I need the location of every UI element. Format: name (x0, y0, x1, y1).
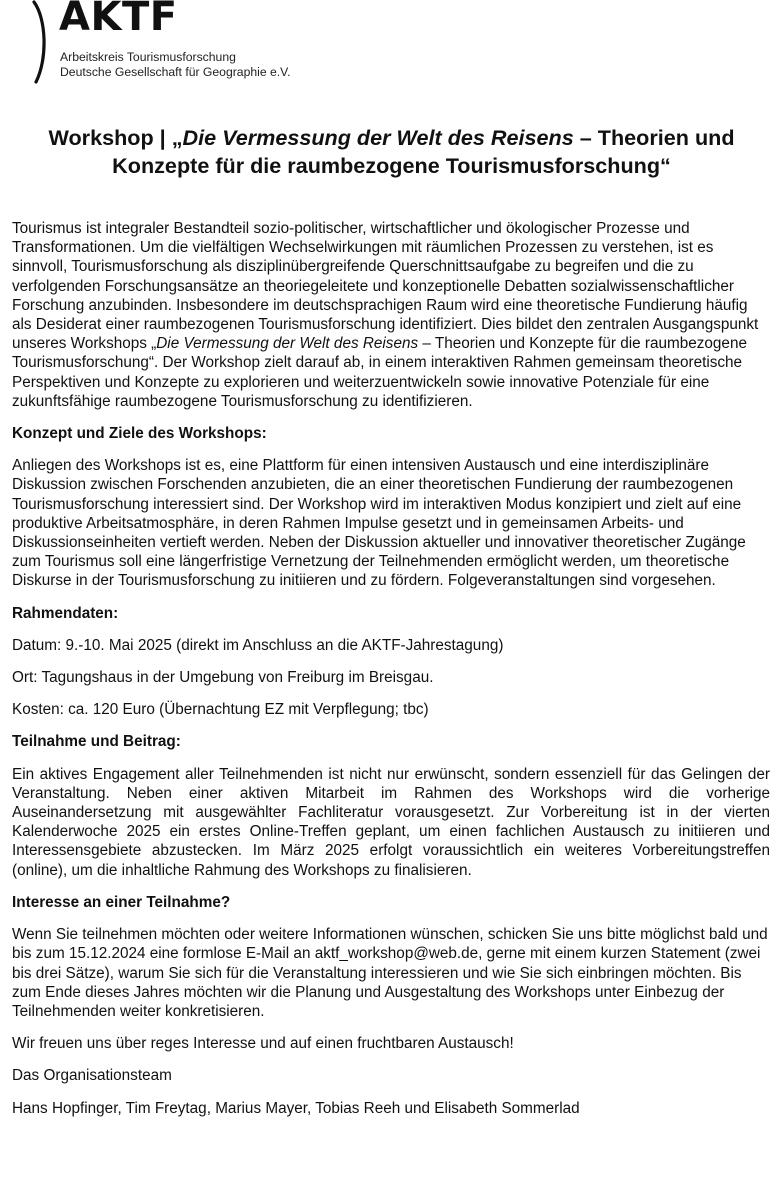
intro-paragraph (12, 219, 770, 411)
title-italic: Die Vermessung der Welt des Reisens (182, 125, 574, 150)
aktf-logo (22, 0, 342, 86)
intro-text-2: – Theorien und Konzepte für die raumbezogene Tourismusforschung“. Der Workshop zielt darauf ab, in einem interaktiven Rahmen gemeinsam theoretische Perspektiven und Konzepte zu explorieren und weiterzuentwickeln sowie innovative Potenziale für eine zukunftsfähige raumbezogene Tourismusforschung zu identifizieren. (12, 335, 747, 410)
logo-subtitle-1: Arbeitskreis Tourismusforschung (60, 50, 236, 64)
arc-logo-icon (22, 0, 52, 86)
framework-date: Datum: 9.-10. Mai 2025 (direkt im Anschluss an die AKTF-Jahrestagung) (12, 636, 504, 654)
page-title (20, 124, 763, 180)
interest-heading: Interesse an einer Teilnahme? (12, 893, 231, 911)
framework-cost: Kosten: ca. 120 Euro (Übernachtung EZ mit Verpflegung; tbc) (12, 701, 429, 719)
title-prefix: Workshop | „ (48, 125, 183, 150)
interest-paragraph: Wenn Sie teilnehmen möchten oder weitere Informationen wünschen, schicken Sie uns bitte möglichst bald und bis zum 15.12.2024 eine formlose E-Mail an aktf_workshop@web.de, gerne mit einem kurzen Statement (zwei bis drei Sätze), warum Sie sich für die Veranstaltung interessieren und wie Sie sich einbringen möchten. Bis zum Ende dieses Jahres möchten wir die Planung und Ausgestaltung des Workshops unter Einbezug der Teilnehmenden weiter konkretisieren. (12, 926, 768, 1020)
framework-location: Ort: Tagungshaus in der Umgebung von Freiburg im Breisgau. (12, 669, 434, 687)
participation-heading: Teilnahme und Beitrag: (12, 733, 181, 751)
logo-subtitle-2: Deutsche Gesellschaft für Geographie e.V. (60, 65, 291, 79)
document-body (12, 219, 770, 1131)
concept-paragraph: Anliegen des Workshops ist es, eine Plattform für einen intensiven Austausch und eine interdisziplinäre Diskussion zwischen Forschenden anzubieten, die an einer theoretischen Fundierung der raumbezogenen Tourismusforschung interessiert sind. Der Workshop wird im interaktiven Modus konzipiert und zielt auf eine produktive Arbeitsatmosphäre, in deren Rahmen Impulse gesetzt und in gemeinsamen Arbeits- und Diskussionseinheiten vertieft werden. Neben der Diskussion aktueller und innovativer theoretischer Zugänge zum Tourismus soll eine längerfristige Vernetzung der Teilnehmenden ermöglicht werden, um theoretische Diskurse in der Tourismusforschung zu initiieren und zu fördern. Folgeveranstaltungen sind vorgesehen. (12, 457, 746, 590)
logo-name: AKTF (59, 0, 178, 40)
intro-italic: Die Vermessung der Welt des Reisens (156, 335, 419, 353)
closing-text: Wir freuen uns über reges Interesse und auf einen fruchtbaren Austausch! (12, 1035, 514, 1053)
title-suffix: – Theorien und Konzepte für die raumbezogene Tourismusforschung“ (112, 125, 735, 178)
team-signature: Das Organisationsteam (12, 1067, 172, 1085)
authors-list: Hans Hopfinger, Tim Freytag, Marius Mayer, Tobias Reeh und Elisabeth Sommerlad (12, 1099, 580, 1117)
intro-text-1: Tourismus ist integraler Bestandteil sozio-politischer, wirtschaftlicher und ökologischer Prozesse und Transformationen. Um die vielfältigen Wechselwirkungen mit räumlichen Prozessen zu verstehen, ist es sinnvoll, Tourismusforschung als disziplinübergreifende Querschnittsaufgabe zu begreifen und die zu verfolgenden Forschungsansätze an theoriegeleitete und konzeptionelle Debatten sozialwissenschaftlicher Forschung anzubinden. Insbesondere im deutschsprachigen Raum wird eine theoretische Fundierung häufig als Desiderat einer raumbezogenen Tourismusforschung identifiziert. Dies bildet den zentralen Ausgangspunkt unseres Workshops „ (12, 220, 759, 353)
participation-paragraph: Ein aktives Engagement aller Teilnehmenden ist nicht nur erwünscht, sondern essenziell für das Gelingen der Veranstaltung. Neben einer aktiven Mitarbeit im Rahmen des Workshops wird die vorherige Auseinandersetzung mit ausgewählter Fachliteratur vorausgesetzt. Zur Vorbereitung ist in der vierten Kalenderwoche 2025 ein erstes Online-Treffen geplant, um einen fachlichen Austausch zu initiieren und Interessensgebiete abzustecken. Im März 2025 erfolgt voraussichtlich ein weiteres Vorbereitungstreffen (online), um die inhaltliche Rahmung des Workshops zu finalisieren. (12, 765, 770, 879)
framework-heading: Rahmendaten: (12, 604, 119, 622)
concept-heading: Konzept und Ziele des Workshops: (12, 425, 267, 443)
